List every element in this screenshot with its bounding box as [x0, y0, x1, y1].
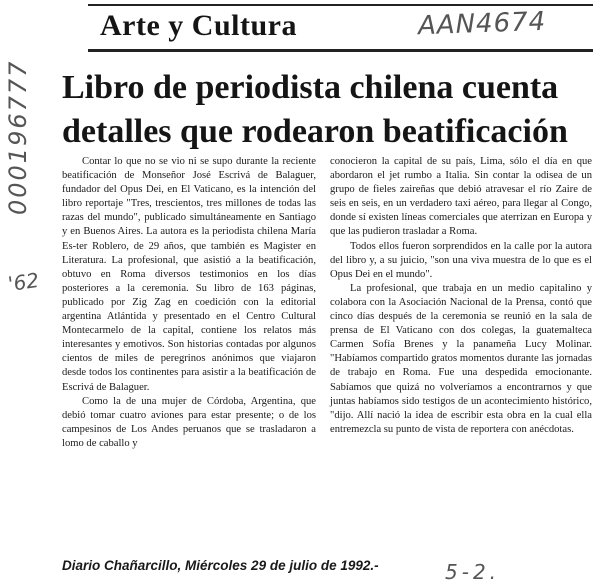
article-paragraph: conocieron la capital de su país, Lima, sólo el día en que abordaron el jet rumbo a Italia. Sin contar la odisea de un grupo de fieles zaireñas que debió atravesar el río Zaire de seis en seis, en un verdadero taxi aéreo, para llegar al Congo, donde sí existen líneas comerciales que aterrizan en Europa y que las pudieron trasladar a Roma. [330, 156, 592, 238]
article-headline: Libro de periodista chilena cuenta detalles que rodearon beatificación [62, 69, 568, 150]
article-paragraph: Contar lo que no se vio ni se supo durante la reciente beatificación de Monseñor José Escrivá de Balaguer, fundador del Opus Dei, en El Vaticano, es la intención del libro reportaje "Tres, trescientos, tres millones de todas las razas del mundo", publicado simultáneamente en Santiago y en Buenos Aires. La autora es la periodista chilena María Es-ter Roblero, de 29 años, que también es Magister en Literatura. La profesional, que asistió a la beatificación, obtuvo en Roma diversos testimonios en los días posteriores a la ceremonia. Su libro de 163 páginas, publicado por Zig Zag en coedición con la editorial argentina Atlántida y presentado en el Centro Cultural Montecarmelo de la capital, contiene los relatos más interesantes y emotivos. Son historias contadas por algunos cientos de miles de peregrinos anónimos que viajaron desde todos los continentes para asistir a la beatificación de Escrivá de Balaguer. [62, 156, 316, 393]
handwritten-archive-number: 000196777 [4, 59, 32, 215]
handwritten-year: '62 [6, 267, 41, 297]
article-column-right [330, 155, 592, 437]
handwritten-page-number: 5-2. [445, 560, 501, 584]
source-citation: Diario Chañarcillo, Miércoles 29 de julio de 1992.- [62, 558, 379, 573]
section-top-rule [88, 4, 593, 6]
article-paragraph: Como la de una mujer de Córdoba, Argentina, que debió tomar cuatro aviones para estar presente; o de los campesinos de Los Andes peruanos que se trasladaron a lomo de caballo y [62, 395, 316, 449]
handwritten-code: AAN4674 [417, 6, 547, 42]
article-column-left [62, 155, 316, 451]
section-title: Arte y Cultura [100, 9, 297, 42]
article-paragraph: La profesional, que trabaja en un medio capitalino y colabora con la Asociación Nacional de la Prensa, contó que cinco días después de la ceremonia se reunió en la sala de prensa de El Vaticano con dos colegas, la guatemalteca Carmen Sofía Brenes y la panameña Lucy Molinar. "Habíamos compartido gratos momentos durante las jornadas de trabajo en Roma. Fue una despedida emocionante. Sabíamos que quizá no volveríamos a encontrarnos y que juntas habíamos sido testigos de un acontecimiento histórico, "dijo. Allí nació la idea de escribir esta obra en la cual ella entremezcla su punto de vista de reportera con anécdotas. [330, 282, 592, 435]
section-rule [88, 49, 593, 52]
article-paragraph: Todos ellos fueron sorprendidos en la calle por la autora del libro y, a su juicio, "son una viva muestra de lo que es el Opus Dei en el mundo". [330, 240, 592, 280]
